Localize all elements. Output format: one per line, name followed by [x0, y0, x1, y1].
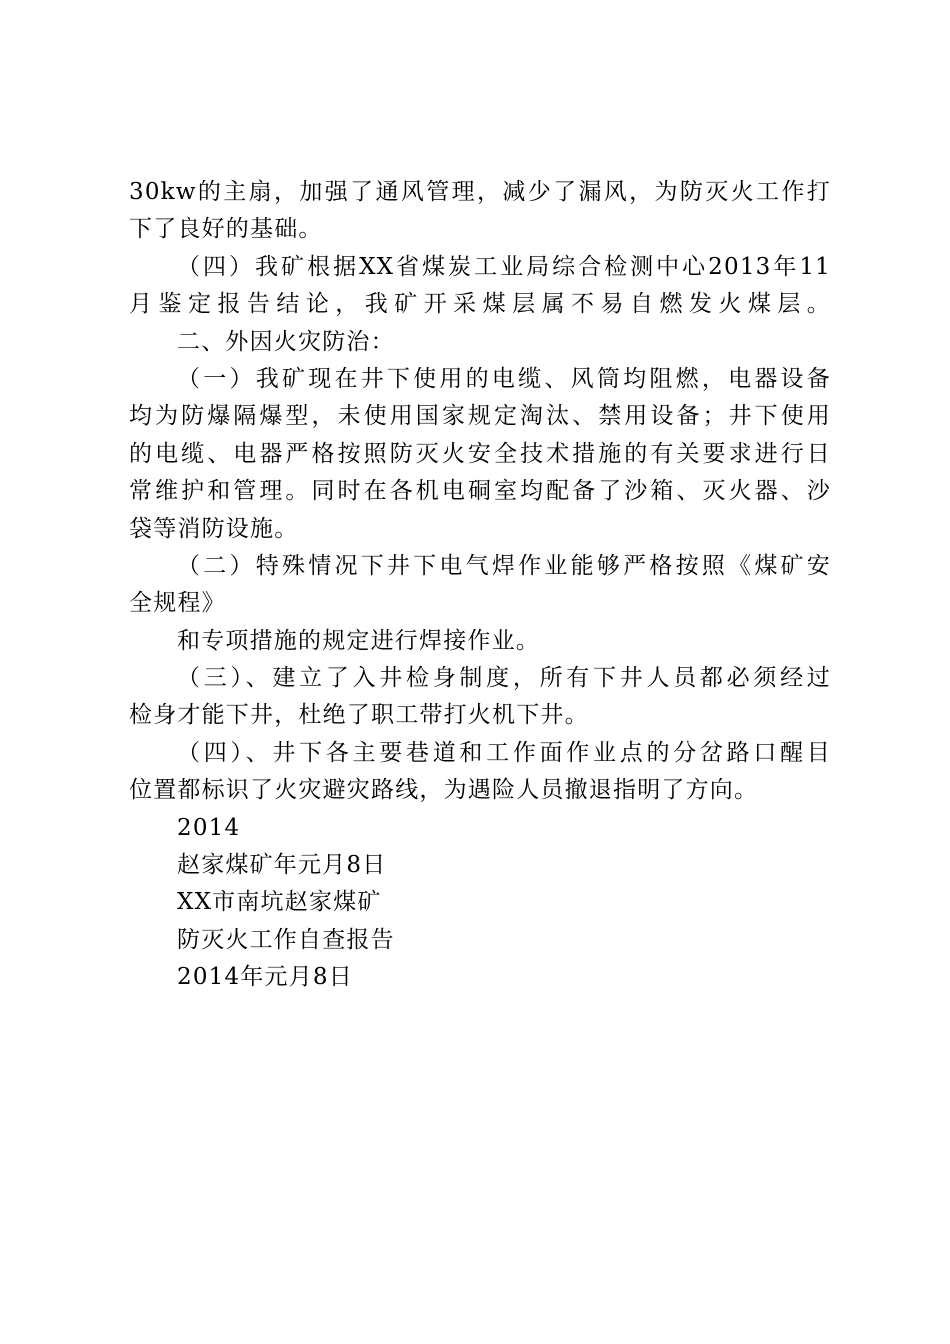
paragraph-line: （二）特殊情况下井下电气焊作业能够严格按照《煤矿安 [177, 552, 831, 579]
signature-year: 2014 [177, 814, 241, 841]
signature-organization: XX市南坑赵家煤矿 [177, 889, 382, 916]
paragraph-line: 全规程》 [129, 590, 226, 617]
paragraph-line: 下了良好的基础。 [129, 216, 323, 243]
paragraph-line: 的电缆、电器严格按照防灭火安全技术措施的有关要求进行日 [129, 440, 831, 467]
paragraph-line: （三）、建立了入井检身制度，所有下井人员都必须经过 [177, 665, 831, 692]
signature-date: 2014年元月8日 [177, 964, 353, 991]
paragraph-line: 袋等消防设施。 [129, 515, 299, 542]
paragraph-line: 和专项措施的规定进行焊接作业。 [177, 627, 540, 654]
document-title: 防灭火工作自查报告 [177, 926, 395, 953]
paragraph-line: （四）、井下各主要巷道和工作面作业点的分岔路口醒目 [177, 739, 831, 766]
signature-date-line: 赵家煤矿年元月8日 [177, 852, 387, 879]
paragraph-line: （一）我矿现在井下使用的电缆、风筒均阻燃，电器设备 [177, 365, 831, 392]
paragraph-line: 检身才能下井，杜绝了职工带打火机下井。 [129, 702, 589, 729]
paragraph-line: 均为防爆隔爆型，未使用国家规定淘汰、禁用设备；井下使用 [129, 403, 831, 430]
report-body [129, 174, 831, 997]
paragraph-line: 常维护和管理。同时在各机电硐室均配备了沙箱、灭火器、沙 [129, 478, 831, 505]
paragraph-line: （四）我矿根据XX省煤炭工业局综合检测中心2013年11 [177, 253, 831, 280]
paragraph-line: 月鉴定报告结论，我矿开采煤层属不易自燃发火煤层。 [129, 291, 831, 318]
paragraph-line: 位置都标识了火灾避灾路线，为遇险人员撤退指明了方向。 [129, 777, 759, 804]
section-heading: 二、外因火灾防治： [177, 328, 395, 355]
paragraph-line: 30kw的主扇，加强了通风管理，减少了漏风，为防灭火工作打 [129, 179, 831, 205]
